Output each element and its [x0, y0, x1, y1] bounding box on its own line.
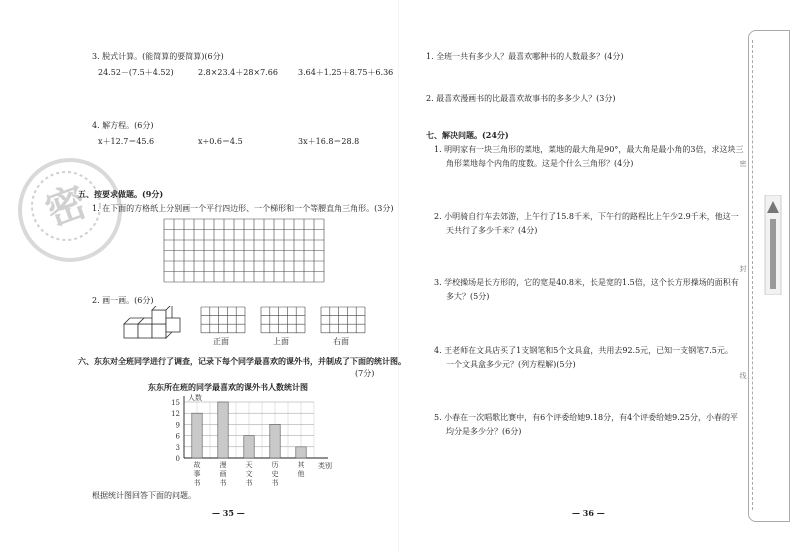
q3-item-3: 3.64＋1.25＋8.75＋6.36: [298, 68, 394, 77]
chart-category-label: 文: [245, 470, 253, 478]
chart-category-label: 书: [219, 479, 227, 487]
problem-5-line-1: 5. 小春在一次唱歌比赛中，有6个评委给她9.18分，有4个评委给她9.25分，小春的平: [434, 413, 738, 422]
chart-category-label: 画: [219, 470, 227, 478]
section6-title: 六、东东对全班同学进行了调查，记录下每个同学最喜欢的课外书，并制成了下面的统计图。: [78, 356, 406, 366]
seal-label-1: 密: [739, 160, 747, 167]
problem-4-line-1: 4. 王老师在文具店买了1支钢笔和5个文具盒，共用去92.5元，已知一支钢笔7.5元。: [434, 346, 733, 355]
chart-ytick-label: 12: [171, 410, 180, 419]
q4-item-1: x＋12.7＝45.6: [98, 137, 155, 146]
q3-item-1: 24.52－(7.5＋4.52): [98, 68, 174, 77]
problem-5-line-2: 均分是多少分？(6分): [446, 427, 522, 436]
chart-category-label: 事: [193, 470, 201, 478]
seal-label-3: 线: [739, 372, 747, 379]
q4-title: 4. 解方程。(6分): [92, 121, 154, 130]
q3-title: 3. 脱式计算。(能简算的要简算)(6分): [92, 52, 224, 61]
page-number-left: — 35 —: [212, 508, 245, 518]
q3-item-2: 2.8×23.4＋28×7.66: [198, 68, 278, 77]
problem-2-line-2: 天共行了多少千米？(4分): [446, 226, 538, 235]
chart-category-label: 史: [271, 470, 279, 478]
chart-category-label: 书: [245, 479, 253, 487]
chart-ylabel: 人数: [188, 394, 202, 402]
chart-title: 东东所在班的同学最喜欢的课外书人数统计图: [148, 382, 308, 392]
section7-title: 七、解决问题。(24分): [426, 130, 509, 140]
problem-3-line-1: 3. 学校操场是长方形的，它的宽是40.8米，长是宽的1.5倍，这个长方形操场的面积有: [434, 278, 739, 287]
chart-bar: [270, 424, 280, 458]
chart-category-label: 天: [245, 461, 253, 469]
cube-stack: [122, 306, 184, 342]
problem-2-line-1: 2. 小明骑自行车去郊游，上午行了15.8千米，下午行的路程比上午少2.9千米，他这一: [434, 212, 739, 221]
chart-category-label: 他: [297, 470, 305, 478]
r-q1: 1. 全班一共有多少人？最喜欢哪种书的人数最多？(4分): [426, 52, 624, 61]
problem-1-line-1: 1. 明明家有一块三角形的菜地，菜地的最大角是90°，最大角是最小角的3倍，求这块三: [434, 145, 744, 154]
chart-category-label: 漫: [219, 461, 227, 469]
chart-category-label: 书: [271, 479, 279, 487]
right-view-grid[interactable]: [320, 306, 366, 334]
chart-ytick-label: 0: [175, 455, 180, 463]
section5-title: 五、按要求做题。(9分): [78, 189, 164, 199]
chart-xlabel: 类别: [318, 462, 332, 470]
section5-q2: 2. 画一画。(6分): [92, 296, 154, 305]
view-label-top: 上面: [273, 337, 289, 346]
chart-bar: [192, 413, 202, 458]
r-q2: 2. 最喜欢漫画书的比最喜欢故事书的多多少人？(3分): [426, 94, 616, 103]
section6-footer: 根据统计图回答下面的问题。: [92, 491, 196, 500]
chart-ytick-label: 3: [175, 443, 180, 452]
bar-chart: [140, 394, 340, 490]
top-view-grid[interactable]: [260, 306, 306, 334]
problem-3-line-2: 多大？(5分): [446, 292, 490, 301]
chart-ytick-label: 6: [175, 432, 180, 441]
chart-bar: [244, 436, 254, 458]
section6-score: (7分): [355, 369, 375, 378]
view-label-right: 右面: [333, 337, 349, 346]
chart-category-label: 历: [271, 461, 279, 469]
q4-item-3: 3x＋16.8＝28.8: [298, 137, 360, 146]
view-label-front: 正面: [213, 337, 229, 346]
chart-category-label: 书: [193, 479, 201, 487]
seal-line: [752, 40, 754, 510]
front-view-grid[interactable]: [200, 306, 246, 334]
page-number-right: — 36 —: [572, 508, 605, 518]
page-divider: [398, 0, 399, 552]
problem-4-line-2: 一个文具盒多少元？(列方程解)(5分): [446, 360, 576, 369]
section5-q1: 1. 在下面的方格纸上分别画一个平行四边形、一个梯形和一个等腰直角三角形。(3分): [92, 204, 394, 213]
seal-label-2: 封: [739, 265, 747, 272]
svg-text:密: 密: [39, 178, 94, 236]
grid-paper[interactable]: [163, 218, 329, 284]
q4-item-2: x÷0.6＝4.5: [198, 137, 243, 146]
chart-bar: [296, 447, 306, 458]
logo-badge: [762, 195, 784, 295]
chart-category-label: 其: [297, 461, 305, 469]
chart-ytick-label: 15: [171, 399, 180, 407]
problem-1-line-2: 角形菜地每个内角的度数。这是个什么三角形？(4分): [446, 159, 634, 168]
chart-bar: [218, 402, 228, 458]
chart-category-label: 故: [193, 461, 201, 469]
chart-ytick-label: 9: [175, 421, 180, 430]
